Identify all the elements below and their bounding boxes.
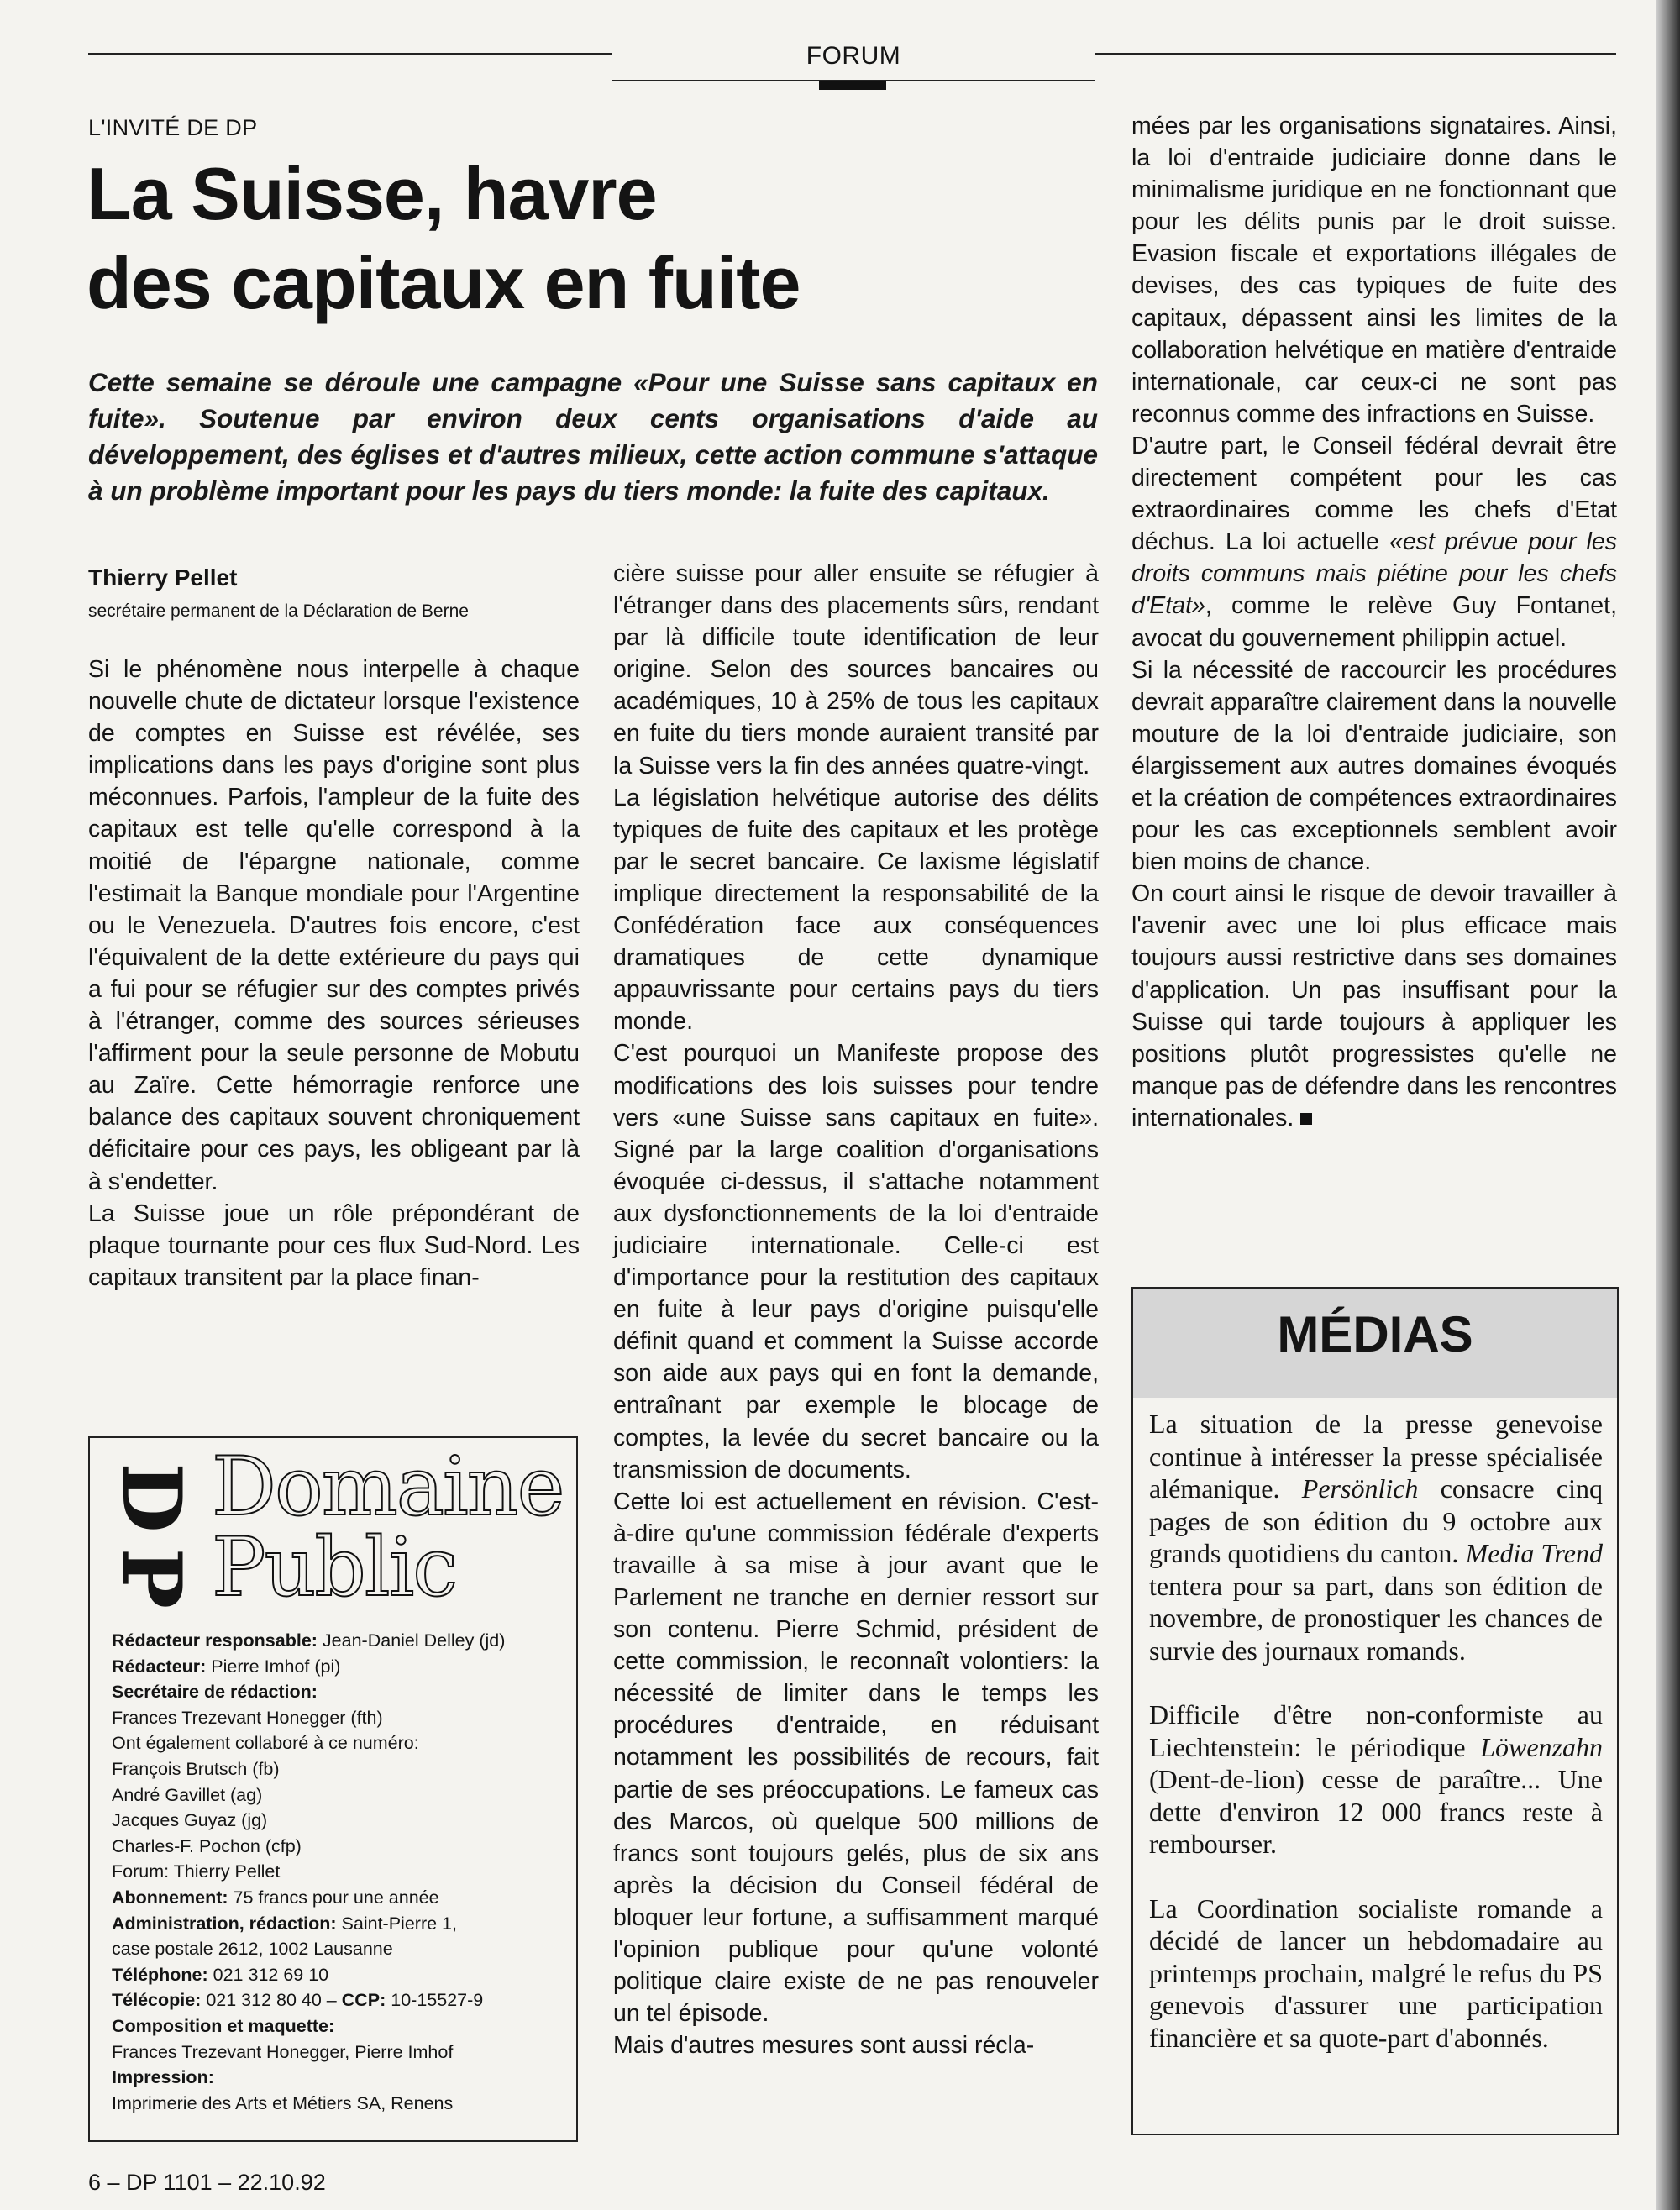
page-edge (1656, 0, 1680, 2210)
credit-line: Secrétaire de rédaction: (112, 1682, 318, 1703)
article-lede: Cette semaine se déroule une campagne «Pour une Suisse sans capitaux en fuite». Soutenue par environ deux cents organisations d'aide au développement, des églises et d'autres milieux, cette action commune s'attaque à un problème important pour les pays du tiers monde: la fuite des capitaux. (88, 367, 1098, 506)
paragraph: La Suisse joue un rôle prépondérant de plaque tournante pour ces flux Sud-Nord. Les capitaux transitent par la place finan- (88, 1199, 580, 1291)
author-name: Thierry Pellet (88, 564, 238, 591)
header-rule-left (88, 53, 612, 55)
credit-line: Rédacteur responsable: Jean-Daniel Delley (jd) (112, 1630, 506, 1651)
medias-item: La situation de la presse genevoise continue à intéresser la presse spécialisée alémanique. Persönlich consacre cinq pages de son édition du 9 octobre aux grands quotidiens du canton. Media Trend tentera pour sa part, dans son édition de novembre, de pronostiquer les chances de survie des journaux romands. (1149, 1409, 1604, 1666)
masthead-title: Domaine Public (212, 1440, 564, 1614)
masthead-credits (112, 1628, 565, 2116)
credit-line: André Gavillet (ag) (112, 1784, 263, 1805)
credit-line: Forum: Thierry Pellet (112, 1861, 281, 1882)
article-column-2 (613, 558, 1099, 2061)
credit-line: Charles-F. Pochon (cfp) (112, 1835, 302, 1856)
credit-line: Imprimerie des Arts et Métiers SA, Renens (112, 2092, 454, 2113)
headline-line-1: La Suisse, havre (87, 152, 657, 235)
credit-line: Jacques Guyaz (jg) (112, 1810, 268, 1831)
credit-line: Impression: (112, 2067, 214, 2088)
paragraph: D'autre part, le Conseil fédéral devrait être directement compétent pour les cas extraordinaires comme les chefs d'Etat déchus. La loi actuelle «est prévue pour les droits communs mais piétine pour les chefs d'Etat», comme le relève Guy Fontanet, avocat du gouvernement philippin actuel. (1131, 432, 1617, 652)
credit-line: Frances Trezevant Honegger (fth) (112, 1707, 383, 1728)
paragraph: Si la nécessité de raccourcir les procédures devrait apparaître clairement dans la nouvelle mouture de la loi d'entraide judiciaire, son élargissement aux autres domaines évoqués et la création de compétences extraordinaires pour les cas exceptionnels semblent avoir bien moins de chance. (1131, 656, 1617, 876)
medias-title: MÉDIAS (1277, 1306, 1473, 1362)
masthead-dp-logo: D P (104, 1462, 199, 1609)
article-column-1 (88, 654, 580, 1294)
paragraph: Si le phénomène nous interpelle à chaque nouvelle chute de dictateur lorsque l'existence de comptes en Suisse est révélée, ses implications dans les pays d'origine sont plus méconnues. Parfois, l'ampleur de la fuite des capitaux est telle qu'elle correspond à la moitié de l'épargne nationale, comme l'estimait la Banque mondiale pour l'Argentine ou le Venezuela. D'autres fois encore, c'est l'équivalent de la dette extérieure du pays qui a fui pour se réfugier sur des comptes privés à l'étranger, comme des sources sérieuses l'affirment pour la seule personne de Mobutu au Zaïre. Cette hémorragie renforce une balance des capitaux souvent chroniquement déficitaire pour ces pays, les obligeant par là à s'endetter. (88, 656, 580, 1195)
credit-line: Télécopie: 021 312 80 40 – CCP: 10-15527-9 (112, 1990, 484, 2011)
credit-line: case postale 2612, 1002 Lausanne (112, 1939, 393, 1960)
medias-body (1149, 1408, 1603, 2086)
credit-line: Administration, rédaction: Saint-Pierre 1, (112, 1913, 457, 1934)
paragraph: cière suisse pour aller ensuite se réfugier à l'étranger dans des placements sûrs, rendant par là difficile toute identification de leur origine. Selon des sources bancaires ou académiques, 10 à 25% de tous les capitaux en fuite du tiers monde auraient transité par la Suisse vers la fin des années quatre-vingt. (613, 560, 1099, 780)
article-column-3 (1131, 110, 1617, 1134)
paragraph: La législation helvétique autorise des délits typiques de fuite des capitaux et les protège par le secret bancaire. Ce laxisme législatif implique directement la responsabilité de la Confédération face aux conséquences dramatiques de cette dynamique appauvrissante pour certains pays du tiers monde. (613, 784, 1099, 1036)
credit-line: Rédacteur: Pierre Imhof (pi) (112, 1656, 341, 1677)
medias-item: Difficile d'être non-conformiste au Liechtenstein: le périodique Löwenzahn (Dent-de-lion) cesse de paraître... Une dette d'environ 12 000 francs reste à rembourser. (1149, 1699, 1603, 1859)
paragraph: Mais d'autres mesures sont aussi récla- (613, 2032, 1035, 2060)
paragraph: On court ainsi le risque de devoir travailler à l'avenir avec une loi plus efficace mais toujours aussi restrictive dans ses domaines d'application. Un pas insuffisant pour la Suisse qui tarde toujours à appliquer les positions plutôt progressistes qu'elle ne manque pas de défendre dans les rencontres internationales. (1131, 880, 1617, 1131)
article-kicker: L'INVITÉ DE DP (88, 115, 258, 140)
paragraph: C'est pourquoi un Manifeste propose des modifications des lois suisses pour tendre vers «une Suisse sans capitaux en fuite». Signé par la large coalition d'organisations évoquée ci-dessus, il s'attache notamment aux dysfonctionnements de la loi d'entraide judiciaire internationale. Celle-ci est d'importance pour la restitution des capitaux en fuite à leur pays d'origine puisqu'elle définit quand et comment la Suisse accorde son aide aux pays qui en font la demande, entraînant par exemple le blocage de comptes, la levée du secret bancaire ou la transmission de documents. (613, 1040, 1099, 1483)
paragraph: mées par les organisations signataires. Ainsi, la loi d'entraide judiciaire donne dans le minimalisme juridique en ne fonctionnant que pour les délits punis par le droit suisse. Evasion fiscale et exportations illégales de devises, des cas typiques de fuite des capitaux, dépassent ainsi les limites de la collaboration helvétique en matière d'entraide internationale, car ceux-ci ne sont pas reconnus comme des infractions en Suisse. (1131, 113, 1617, 428)
paragraph: Cette loi est actuellement en révision. C'est-à-dire qu'une commission fédérale d'experts travaille à sa mise à jour avant que le Parlement ne tranche en dernier ressort sur son contenu. Pierre Schmid, président de cette commission, le reconnaît volontiers: la nécessité de limiter dans le temps les procédures d'entraide, en réduisant notamment les possibilités de recours, fait partie de ses préoccupations. Le fameux cas des Marcos, où quelque 500 millions de francs sont toujours gelés, plus de six ans après la décision du Conseil fédéral de bloquer leur fortune, a suffisamment marqué l'opinion publique pour qu'une volonté politique claire existe de ne pas renouveler un tel épisode. (613, 1488, 1099, 2028)
page-folio: 6 – DP 1101 – 22.10.92 (88, 2170, 326, 2195)
author-role: secrétaire permanent de la Déclaration de Berne (88, 601, 469, 621)
section-tab-marker (819, 81, 886, 90)
headline-line-2: des capitaux en fuite (87, 241, 801, 324)
end-of-article-mark (1300, 1113, 1312, 1125)
credit-line: Abonnement: 75 francs pour une année (112, 1887, 439, 1908)
credit-line: Frances Trezevant Honegger, Pierre Imhof (112, 2041, 454, 2062)
credit-line: Composition et maquette: (112, 2015, 335, 2036)
quote: «est prévue pour les droits communs mais piétine pour les chefs d'Etat» (1131, 528, 1617, 620)
credit-line: Téléphone: 021 312 69 10 (112, 1964, 329, 1985)
section-label: FORUM (806, 42, 901, 70)
medias-item: La Coordination socialiste romande a décidé de lancer un hebdomadaire au printemps prochain, malgré le refus du PS genevois d'assurer une participation financière et sa quote-part d'abonnés. (1149, 1892, 1603, 2053)
article-headline (87, 150, 1111, 328)
credit-line: François Brutsch (fb) (112, 1758, 280, 1779)
header-rule-right (1095, 53, 1616, 55)
credit-line: Ont également collaboré à ce numéro: (112, 1733, 419, 1754)
